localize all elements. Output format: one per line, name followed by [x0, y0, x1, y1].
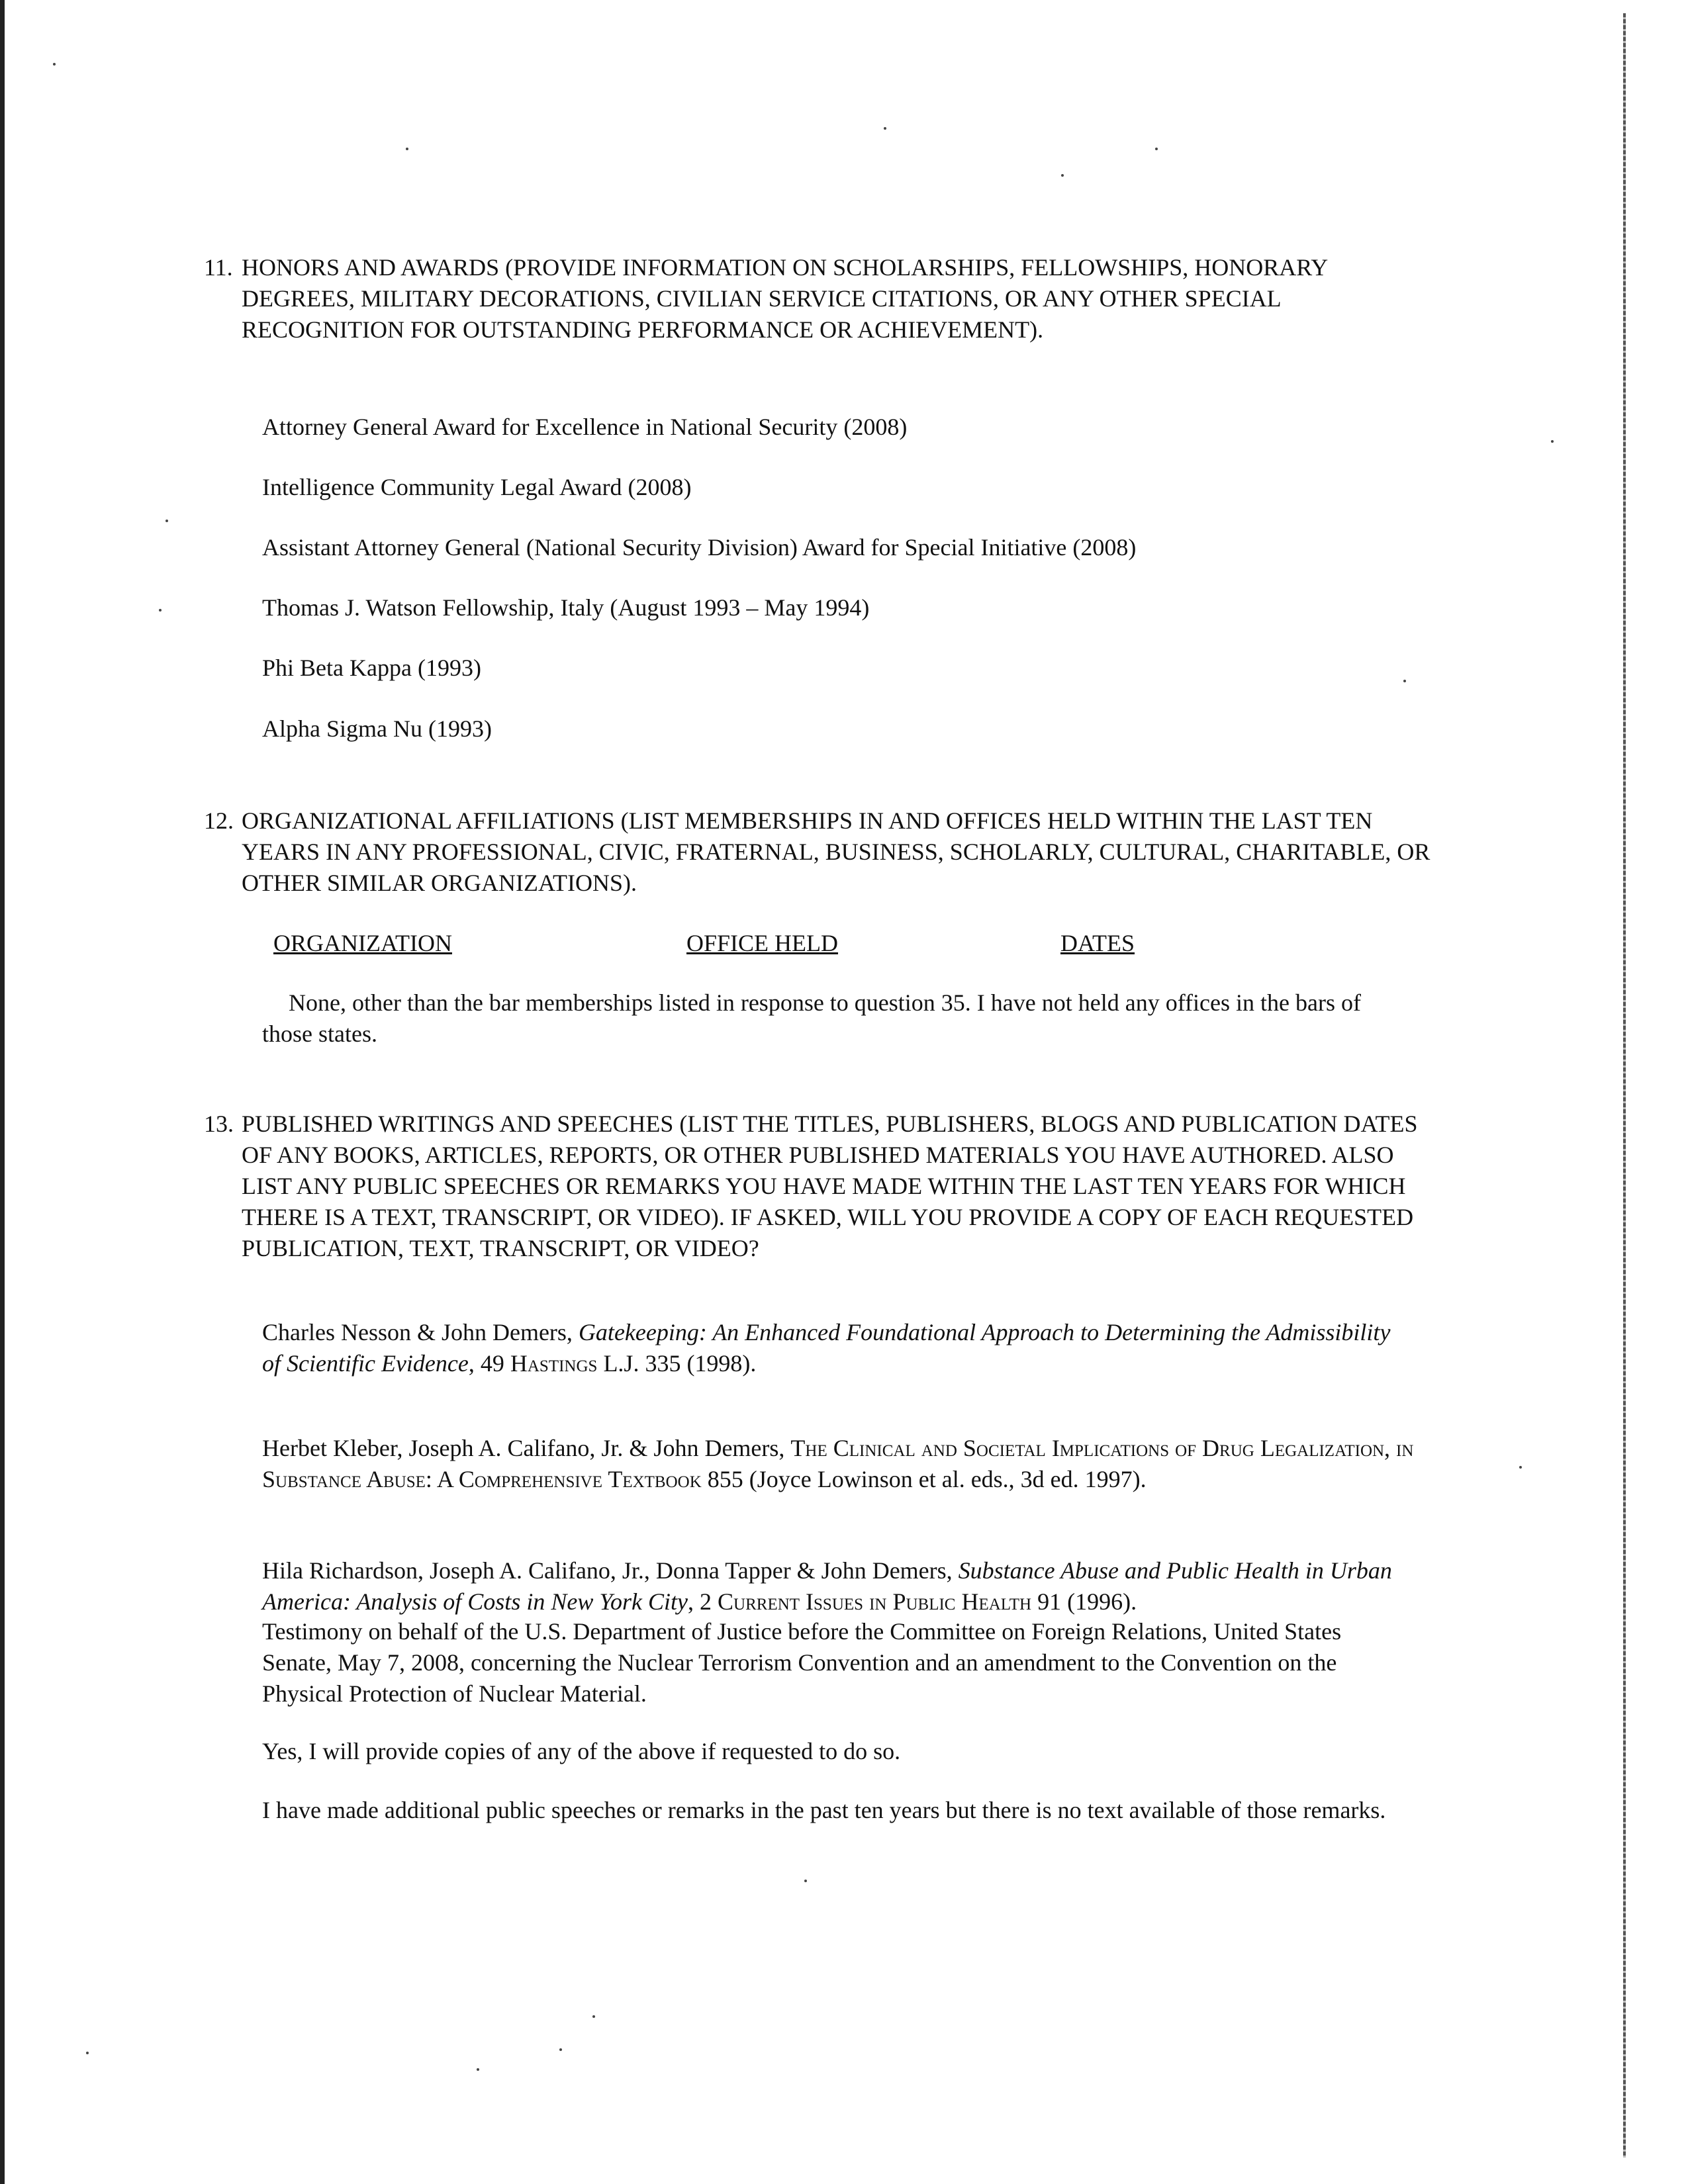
award-item: Phi Beta Kappa (1993) [262, 655, 481, 681]
citation-authors: Herbet Kleber, Joseph A. Califano, Jr. & John Demers, [262, 1435, 791, 1461]
column-header-dates: DATES [1060, 930, 1135, 956]
column-header-organization: ORGANIZATION [273, 930, 452, 956]
scan-speck [884, 127, 886, 130]
award-item: Alpha Sigma Nu (1993) [262, 715, 492, 742]
award-item: Attorney General Award for Excellence in National Security (2008) [262, 414, 908, 440]
additional-remarks: I have made additional public speeches or remarks in the past ten years but there is no text available of those remarks. [262, 1797, 1386, 1823]
section-number: 11. [204, 254, 233, 281]
citation-page: L.J. 335 (1998). [597, 1350, 757, 1377]
scan-speck [559, 2048, 562, 2051]
scan-speck [592, 2015, 595, 2018]
citation-authors: Charles Nesson & John Demers, [262, 1319, 579, 1345]
scan-speck [53, 63, 56, 66]
citation-page: 91 (1996). [1031, 1588, 1137, 1615]
column-header-office-held: OFFICE HELD [686, 930, 839, 956]
section-question: PUBLISHED WRITINGS AND SPEECHES (LIST THE TITLES, PUBLISHERS, BLOGS AND PUBLICATION DATES OF ANY BOOKS, ARTICLES, REPORTS, OR OTHER PUBLISHED MATERIALS YOU HAVE AUTHORED. ALSO LIST ANY PUBLIC SPEECHES OR REMARKS YOU HAVE MADE WITHIN THE LAST TEN YEARS FOR WHICH THERE IS A TEXT, TRANSCRIPT, OR VIDEO). IF ASKED, WILL YOU PROVIDE A COPY OF EACH REQUESTED PUBLICATION, TEXT, TRANSCRIPT, OR VIDEO? [242, 1111, 1418, 1261]
citation [262, 1433, 1414, 1495]
provide-copies-answer: Yes, I will provide copies of any of the above if requested to do so. [262, 1738, 901, 1764]
scan-speck [1403, 680, 1406, 682]
section-number: 13. [204, 1111, 234, 1137]
award-item: Intelligence Community Legal Award (2008) [262, 474, 692, 500]
citation-volume: , 2 [688, 1588, 718, 1615]
affiliations-answer: None, other than the bar memberships listed in response to question 35. I have not held any offices in the bars of those states. [262, 989, 1361, 1047]
scan-speck [1551, 440, 1554, 443]
citation-title: Gatekeeping: An Enhanced Foundational Approach to Determining the Admissibility of Scientific Evidence [262, 1319, 1391, 1377]
citation-authors: Hila Richardson, Joseph A. Califano, Jr., Donna Tapper & John Demers, [262, 1557, 959, 1584]
citation-journal: Hastings [510, 1350, 598, 1377]
citation [262, 1555, 1414, 1617]
section-number: 12. [204, 807, 234, 834]
scan-speck [1519, 1466, 1522, 1469]
citation [262, 1317, 1414, 1379]
scan-speck [477, 2068, 479, 2071]
award-item: Assistant Attorney General (National Security Division) Award for Special Initiative (2008) [262, 534, 1137, 561]
scan-speck [1061, 174, 1064, 177]
citation-title: Substance Abuse and Public Health in Urban America: Analysis of Costs in New York City [262, 1557, 1392, 1615]
citation-page: 855 (Joyce Lowinson et al. eds., 3d ed. 1997). [701, 1466, 1147, 1492]
scan-speck [804, 1880, 807, 1882]
award-item: Thomas J. Watson Fellowship, Italy (August 1993 – May 1994) [262, 594, 870, 621]
citation-title: The Clinical and Societal Implications of Drug Legalization, in Substance Abuse: A Comprehensive Textbook [262, 1435, 1414, 1492]
scan-speck [165, 520, 168, 522]
section-question: HONORS AND AWARDS (PROVIDE INFORMATION ON SCHOLARSHIPS, FELLOWSHIPS, HONORARY DEGREES, MILITARY DECORATIONS, CIVILIAN SERVICE CITATIONS, OR ANY OTHER SPECIAL RECOGNITION FOR OUTSTANDING PERFORMANCE OR ACHIEVEMENT). [242, 254, 1327, 343]
citation-journal: Current Issues in Public Health [718, 1588, 1032, 1615]
scan-speck [159, 609, 162, 612]
scan-speck [86, 2052, 89, 2054]
testimony: Testimony on behalf of the U.S. Department of Justice before the Committee on Foreign Relations, United States Senate, May 7, 2008, concerning the Nuclear Terrorism Convention and an amendment to the Convention on the Physical Protection of Nuclear Material. [262, 1618, 1342, 1707]
scan-edge-right [1623, 13, 1626, 2158]
scan-edge-left [0, 0, 5, 2184]
citation-volume: , 49 [468, 1350, 510, 1377]
section-question: ORGANIZATIONAL AFFILIATIONS (LIST MEMBERSHIPS IN AND OFFICES HELD WITHIN THE LAST TEN YEARS IN ANY PROFESSIONAL, CIVIC, FRATERNAL, BUSINESS, SCHOLARLY, CULTURAL, CHARITABLE, OR OTHER SIMILAR ORGANIZATIONS). [242, 807, 1430, 896]
scan-speck [1155, 148, 1158, 150]
scan-speck [406, 148, 408, 150]
